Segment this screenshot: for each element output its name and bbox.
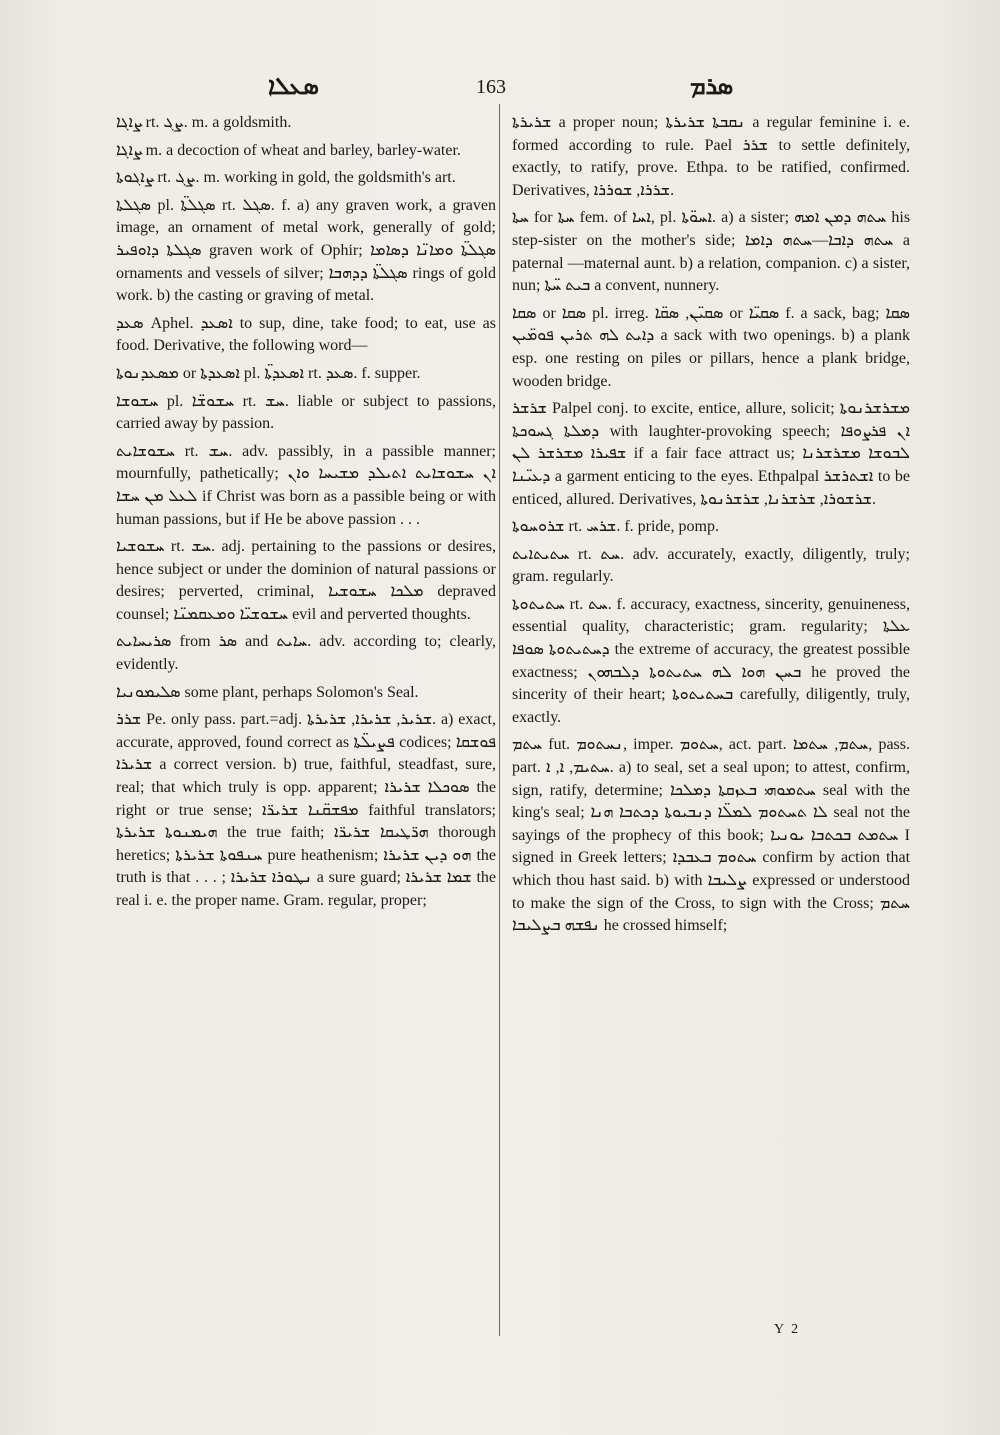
entry: ܚܫܘܫܐ pl. ܚܫܘܫ̈ܐ rt. ܚܫ. liable or subject to passions, carried away by passion. bbox=[116, 392, 497, 433]
entry: ܣܪܝܚܐܝܬ from ܣܪ and ܚܐܝܬ. adv. according to; clearly, evidently. bbox=[116, 633, 496, 674]
entry: ܫܪܝܪܬܐ a proper noun; ܢܩܒܬܐ ܫܪܝܪܬܐ a regular feminine i. e. formed according to rule. Pael ܫܪܪ to settle definitely, exactly, to ratify, prove. Ethpa. to be ratified, confirmed. Derivatives, ܫܪܪܐ, ܫܘܪܪܐ. bbox=[512, 114, 911, 199]
page-header bbox=[0, 74, 1000, 104]
left-column bbox=[116, 112, 496, 918]
entry: ܣܥܕ Aphel. ܐܣܥܕ to sup, dine, take food; to eat, use as food. Derivative, the following word— bbox=[116, 314, 496, 355]
entry: ܨܐܓܘܬܐ rt. ܨܓ. m. working in gold, the goldsmith's art. bbox=[116, 169, 456, 187]
entry: ܫܪܘܚܘܬܐ rt. ܫܪܚ. f. pride, pomp. bbox=[512, 518, 719, 536]
running-head-right: ܣܪܡ bbox=[690, 74, 734, 100]
running-head-left: ܣܥܠܐ bbox=[268, 74, 319, 100]
column-divider bbox=[499, 104, 500, 1336]
entry: ܚܫܘܫܐܝܬ rt. ܚܫ. adv. passibly, in a passible manner; mournfully, pathetically; ܐܢ ܚܫܘܫܐܝܬ ܐܬܝܠܕ ܡܫܝܚܐ ܘܐܢ ܠܥܠ ܡܢ ܚܫܐ if Christ was born as a passible being or with human passions, but if He be above passion . . . bbox=[116, 442, 497, 528]
entry: ܣܩܐ or ܣܩܐ pl. irreg. ܣܩܝ̈ܢ, ܣܩ̈ܐ or ܣܩܝ̈ܐ f. a sack, bag; ܣܩܐ ܕܐܝܬ ܠܗ ܬܪܝܢ ܦܘܡ̈ܝܢ a sack with two openings. b) a plank esp. one resting on piles or pillars, hence a plank bridge, wooden bridge. bbox=[512, 304, 910, 390]
entry: ܚܬܐ for ܚܬܐ fem. of ܐܚܐ, pl. ܐܚܘ̈ܬܐ. a) a sister; ܚܬܗ ܕܡܢ ܐܡܗ his step-sister on the mother's side; ܚܬܗ ܕܐܒܐ—ܚܬܗ ܕܐܡܐ a paternal —maternal aunt. b) a relation, companion. c) a sister, nun; ܒܝܬ ܚ̈ܬܐ a convent, nunnery. bbox=[512, 209, 911, 295]
entry: ܫܪܪ Pe. only pass. part.=adj. ܫܪܝܪ, ܫܪܝܪܐ, ܫܪܝܪܬܐ. a) exact, accurate, approved, found correct as ܦܨܝܠ̈ܬܐ codices; ܦܘܫܩܐ ܫܪܝܪܐ a correct version. b) true, faithful, steadfast, sure, real; that which truly is opp. apparent; ܣܘܟܠܐ ܫܪܝܪܐ the right or true sense; ܡܦܫܩ̈ܢܐ ܫܪܝܪ̈ܐ faithful translators; ܗܝܡܢܘܬܐ ܫܪܝܪܬܐ the true faith; ܗܪ̈ܛܝܩܐ ܫܪܝܪ̈ܐ thorough heretics; ܚܢܦܘܬܐ ܫܪܝܪܬܐ pure heathenism; ܗܘ ܕܝܢ ܫܪܝܪܐ the truth is that . . . ; ܢܛܘܪܐ ܫܪܝܪܐ a sure guard; ܫܡܐ ܫܪܝܪܐ the real i. e. the proper name. Gram. regular, proper; bbox=[116, 711, 497, 909]
entry: ܚܬܝܬܐܝܬ rt. ܚܬ. adv. accurately, exactly, diligently, truly; gram. regularly. bbox=[512, 545, 910, 586]
page-number: 163 bbox=[476, 76, 506, 98]
signature-mark: Y 2 bbox=[774, 1322, 801, 1337]
entry: ܨܐܓܐ m. a decoction of wheat and barley, barley-water. bbox=[116, 141, 461, 159]
entry: ܡܣܥܕܢܘܬܐ or ܐܣܥܕܬܐ pl. ܐܣܥܕܬ̈ܐ rt. ܣܥܕ. f. supper. bbox=[116, 364, 421, 382]
entry: ܫܪܫܪ Palpel conj. to excite, entice, allure, solicit; ܡܫܪܫܪܢܘܬܐ ܕܡܠܬܐ ܓܚܘܟܬܐ with laughter-provoking speech; ܐܢ ܦܪܨܘܦܐ ܫܦܝܪܐ ܡܫܪܫܪ ܠܢ if a fair face attract us; ܠܒܘܫܐ ܡܫܪܫܪܢܐ ܕܥܝ̈ܢܐ a garment enticing to the eyes. Ethpalpal ܐܫܬܪܫܪ to be enticed, allured. Derivatives, ܫܪܫܘܪܐ, ܫܪܫܪܢܐ, ܫܪܫܪܢܘܬܐ. bbox=[512, 400, 911, 508]
entry: ܚܬܡ fut. ܢܚܬܘܡ, imper. ܚܬܘܡ, act. part. ܚܬܡ, ܚܬܡܐ, pass. part. ܚܬܝܡ, ܐ, ܐ. a) to seal, set a seal upon; to attest, confirm, sign, ratify, determine; ܚܬܡܘܗܝ ܒܥܙܩܬܐ ܕܡܠܟܐ seal with the king's seal; ܠܐ ܬܚܬܘܡ ܠܡܠ̈ܐ ܕܢܒܝܘܬܐ ܕܟܬܒܐ ܗܢܐ seal not the sayings of the prophecy of this book; ܚܬܡܬ ܒܟܬܒܐ ܝܘܢܝܐ I signed in Greek letters; ܚܬܘܡ ܒܥܒܕܐ confirm by action that which thou hast said. b) with ܨܠܝܒܐ expressed or understood to make the sign of the Cross, to sign with the Cross; ܚܬܡ ܢܦܫܗ ܒܨܠܝܒܐ he crossed himself; bbox=[512, 736, 911, 935]
entry: ܚܫܘܫܝܐ rt. ܚܫ. adj. pertaining to the passions or desires, hence subject or under the dominion of natural passions or desires; perverted, criminal, ܡܠܟܐ ܚܫܘܫܝܐ depraved counsel; ܚܫܘܫܝ̈ܐ ܘܡܥܩܡܢ̈ܐ evil and perverted thoughts. bbox=[116, 538, 497, 623]
entry: ܚܬܝܬܘܬܐ rt. ܚܬ. f. accuracy, exactness, sincerity, genuineness, essential quality, characteristic; gram. regularity; ܥܠܬܐ ܕܚܬܝܬܘܬܐ ܣܘܦܐ the extreme of accuracy, the greatest possible exactness; ܒܚܢ ܗܘܐ ܠܗ ܚܬܝܬܘܬܐ ܕܠܒܗܘܢ he proved the sincerity of their heart; ܒܚܬܝܬܘܬܐ carefully, diligently, truly, exactly. bbox=[512, 595, 911, 726]
right-column bbox=[512, 112, 910, 943]
entry: ܣܠܝܡܘܢܝܐ some plant, perhaps Solomon's Seal. bbox=[116, 683, 419, 701]
entry: ܨܐܓܐ rt. ܨܓ. m. a goldsmith. bbox=[116, 114, 292, 131]
entry: ܣܓܠܬܐ pl. ܣܓܠܬ̈ܐ rt. ܣܓܠ. f. a) any graven work, a graven image, an ornament of metal work, generally of gold; ܣܓܠܬܐ ܕܐܘܦܝܪ graven work of Ophir; ܣܓܠܬ̈ܐ ܘܡܐܢ̈ܐ ܕܣܐܡܐ ornaments and vessels of silver; ܣܓܠܬ̈ܐ ܕܕܗܒܐ rings of gold work. b) the casting or graving of metal. bbox=[116, 196, 497, 305]
